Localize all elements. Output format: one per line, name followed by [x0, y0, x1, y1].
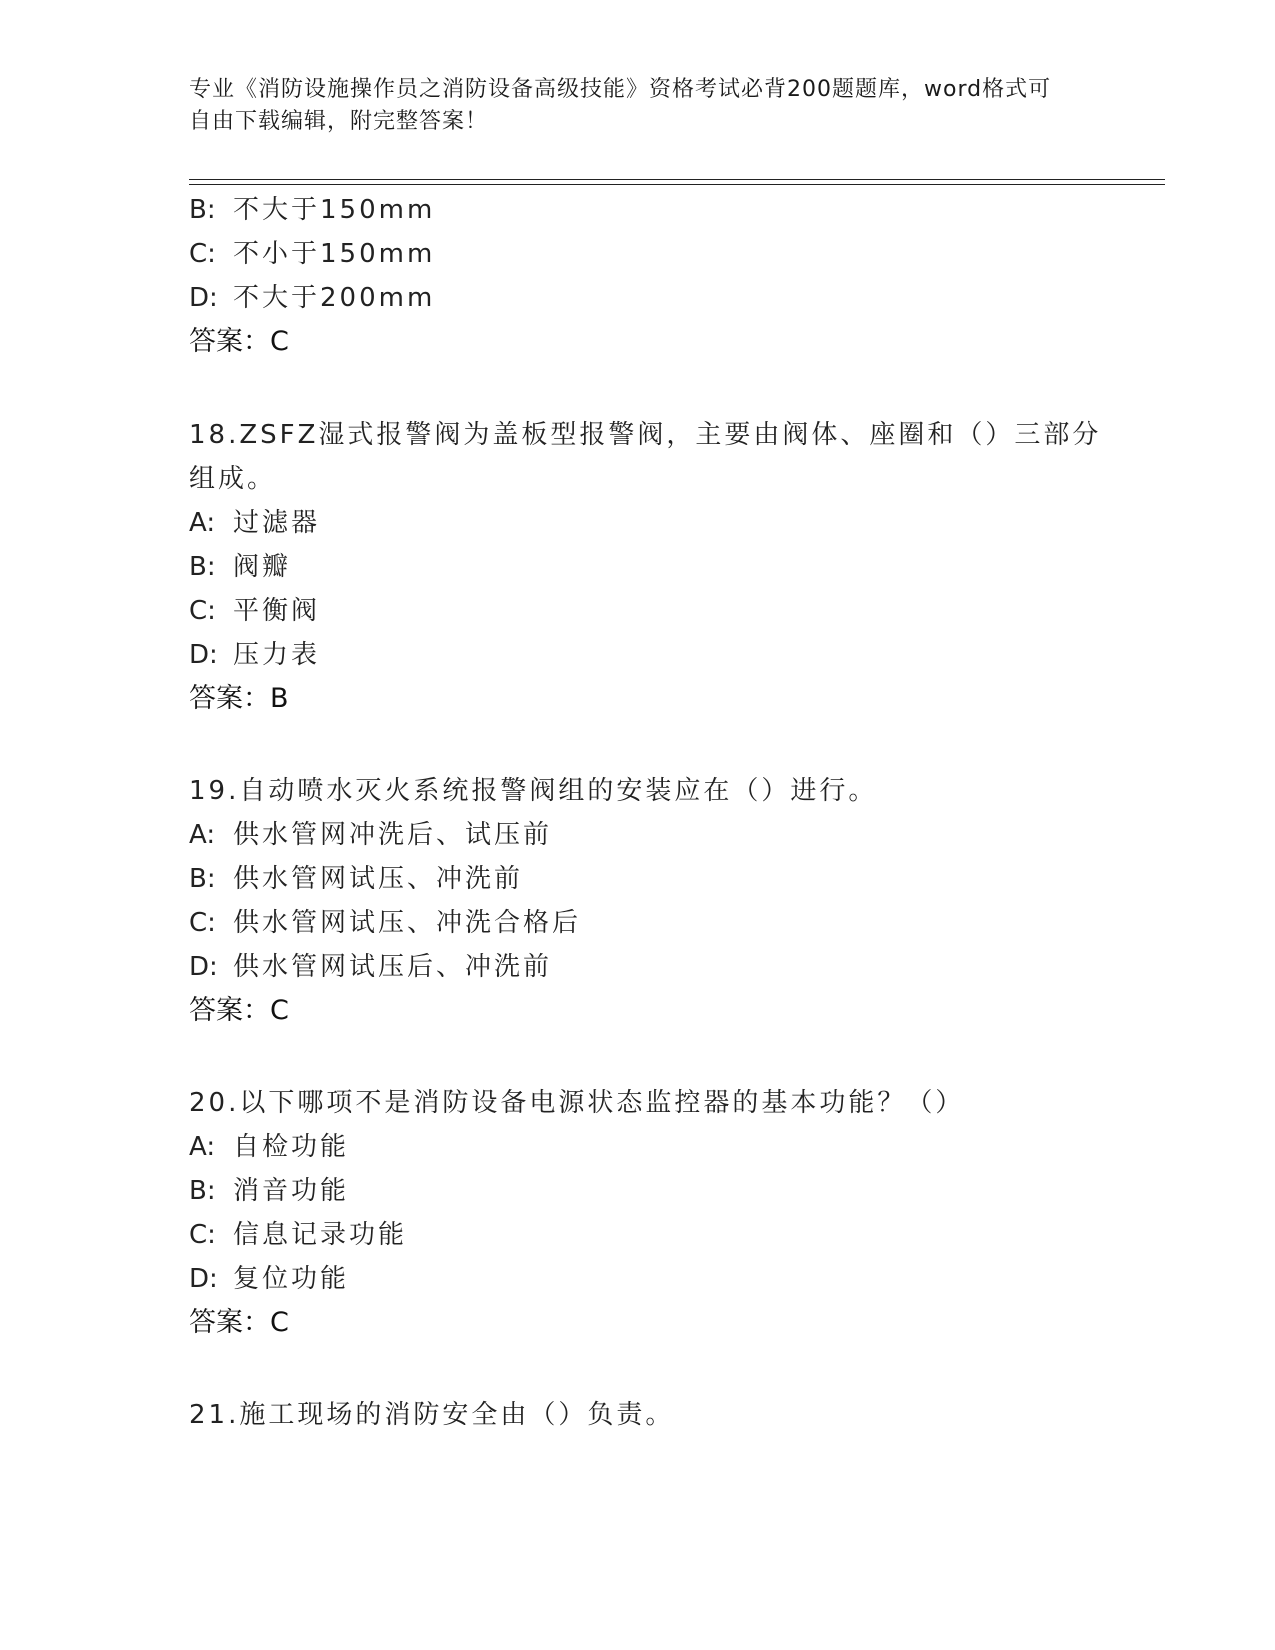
- option-text: 复位功能: [233, 1264, 350, 1294]
- header-rule-top: [189, 179, 1165, 180]
- option-label: C:: [189, 239, 216, 269]
- header-rule-bottom: [189, 184, 1165, 185]
- option-text: 信息记录功能: [233, 1220, 408, 1250]
- option-text: 供水管网试压、冲洗合格后: [233, 908, 582, 938]
- q20-option-d: [189, 1262, 349, 1296]
- option-label: A:: [189, 1132, 216, 1162]
- option-label: B:: [189, 1176, 216, 1206]
- q20-option-b: [189, 1174, 349, 1208]
- option-label: B:: [189, 864, 216, 894]
- option-text: 消音功能: [233, 1176, 350, 1206]
- q18-option-d: [189, 638, 320, 672]
- q21-stem: 21.施工现场的消防安全由（）负责。: [189, 1400, 675, 1430]
- option-label: D:: [189, 952, 218, 982]
- option-text: 不大于150mm: [233, 195, 436, 225]
- option-text: 供水管网试压、冲洗前: [233, 864, 524, 894]
- q17-option-d: [189, 281, 435, 315]
- document-header: 专业《消防设施操作员之消防设备高级技能》资格考试必背200题题库，word格式可自由下载编辑，附完整答案！: [189, 77, 1052, 134]
- option-label: C:: [189, 908, 216, 938]
- option-text: 阀瓣: [233, 552, 292, 582]
- option-text: 过滤器: [233, 508, 321, 538]
- option-text: 供水管网冲洗后、试压前: [233, 820, 553, 850]
- q19-option-b: [189, 862, 523, 896]
- q17-option-c: [189, 237, 435, 271]
- q17-option-b: [189, 193, 435, 227]
- option-label: C:: [189, 596, 216, 626]
- option-label: A:: [189, 508, 216, 538]
- option-label: B:: [189, 195, 216, 225]
- q18-stem-line1: 18.ZSFZ湿式报警阀为盖板型报警阀，主要由阀体、座圈和（）三部分: [189, 420, 1102, 450]
- q18-answer: 答案：B: [189, 683, 289, 714]
- q20-stem: 20.以下哪项不是消防设备电源状态监控器的基本功能？（）: [189, 1088, 965, 1118]
- q17-answer: 答案：C: [189, 326, 289, 357]
- option-label: D:: [189, 1264, 218, 1294]
- q19-option-c: [189, 906, 581, 940]
- option-label: C:: [189, 1220, 216, 1250]
- option-label: A:: [189, 820, 216, 850]
- q19-option-d: [189, 950, 552, 984]
- option-text: 不大于200mm: [233, 283, 436, 313]
- option-text: 不小于150mm: [233, 239, 436, 269]
- option-text: 自检功能: [233, 1132, 350, 1162]
- q20-answer: 答案：C: [189, 1307, 289, 1338]
- q19-answer: 答案：C: [189, 995, 289, 1026]
- q20-option-c: [189, 1218, 407, 1252]
- option-text: 压力表: [233, 640, 321, 670]
- q19-option-a: [189, 818, 552, 852]
- q19-stem: 19.自动喷水灭火系统报警阀组的安装应在（）进行。: [189, 776, 878, 806]
- option-text: 平衡阀: [233, 596, 321, 626]
- q18-option-c: [189, 594, 320, 628]
- q18-stem-line2: 组成。: [189, 464, 277, 494]
- option-label: B:: [189, 552, 216, 582]
- q18-option-b: [189, 550, 291, 584]
- q20-option-a: [189, 1130, 349, 1164]
- q18-option-a: [189, 506, 320, 540]
- option-text: 供水管网试压后、冲洗前: [233, 952, 553, 982]
- option-label: D:: [189, 283, 218, 313]
- option-label: D:: [189, 640, 218, 670]
